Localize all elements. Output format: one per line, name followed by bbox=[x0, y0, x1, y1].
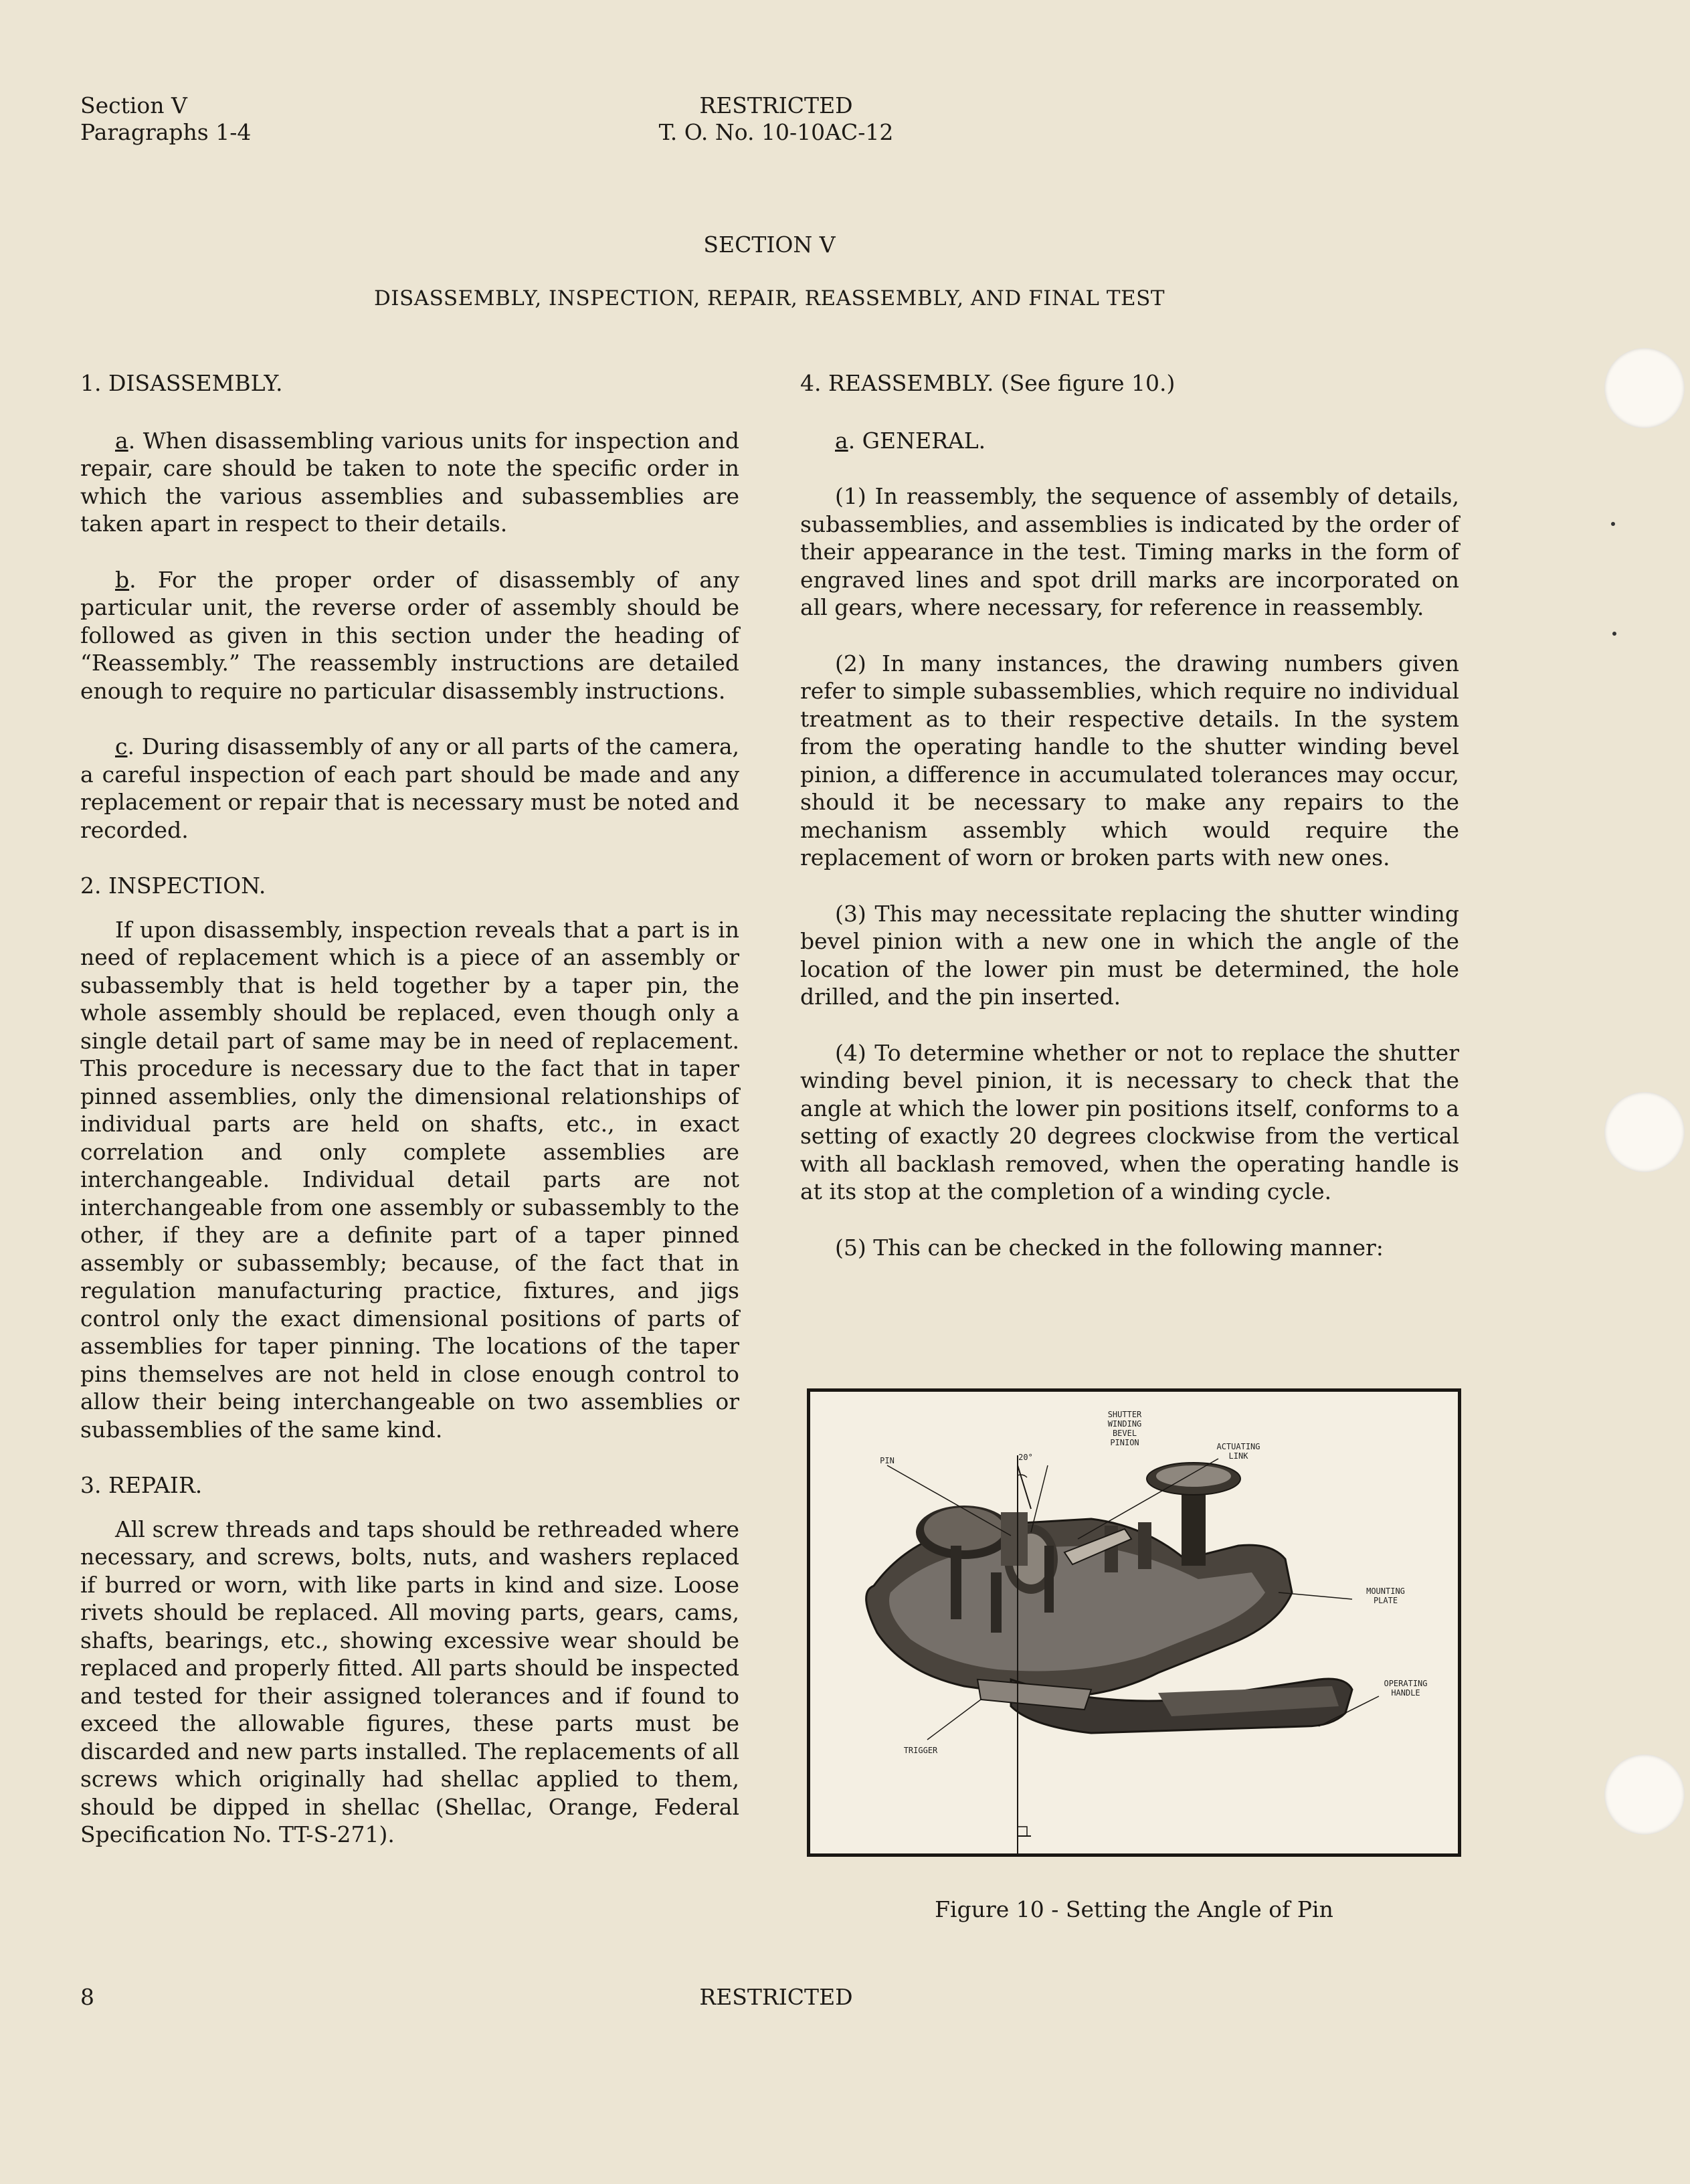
item-letter: c bbox=[115, 733, 128, 759]
paragraph-4a1: (1) In reassembly, the sequence of assembly of details, subassemblies, and assemblies is indicated by the order of their appearance in the test. Timing marks in the form of engraved lines and spot drill marks are incorporated on all gears, where necessary, for reference in reassembly. bbox=[800, 483, 1459, 620]
figure-10-frame bbox=[807, 1388, 1461, 1857]
speck-mark bbox=[1611, 522, 1615, 526]
paragraph-1a bbox=[80, 427, 739, 538]
figure-label-actuating-2: LINK bbox=[1228, 1451, 1248, 1461]
paragraph-text: . During disassembly of any or all parts of the camera, a careful inspection of each part should be made and any replacement or repair that is necessary must be noted and recorded. bbox=[80, 733, 739, 843]
section-title: SECTION V bbox=[703, 232, 836, 258]
paragraph-inspection: If upon disassembly, inspection reveals that a part is in need of replacement which is a piece of an assembly or subassembly that is held together by a taper pin, the whole assembly should be replaced, even though only a single detail part of same may be in need of replacement. This procedure is necessary due to the fact that in taper pinned assemblies, only the dimensional relationships of individual parts are held on shafts, etc., in exact correlation and only complete assemblies are interchangeable. Individual detail parts are not interchangeable from one assembly or subassembly to the other, if they are a definite part of a taper pinned assembly or subassembly; because, of the fact that in regulation manufacturing practice, fixtures, and jigs control only the exact dimensional positions of parts of assemblies for taper pinning. The locations of the taper pins themselves are not held in close enough control to allow their being interchangeable on two assemblies or subassemblies of the same kind. bbox=[80, 916, 739, 1443]
figure-label-actuating-1: ACTUATING bbox=[1216, 1442, 1260, 1451]
paragraph-text: . When disassembling various units for inspection and repair, care should be taken to note the specific order in which the various assemblies and subassemblies are taken apart in respect to their details. bbox=[80, 427, 739, 537]
figure-label-shutter-4: PINION bbox=[1110, 1438, 1139, 1447]
heading-disassembly: 1. DISASSEMBLY. bbox=[80, 370, 283, 396]
figure-caption: Figure 10 - Setting the Angle of Pin bbox=[935, 1896, 1333, 1922]
right-column bbox=[800, 369, 1459, 1289]
header-classification: RESTRICTED bbox=[699, 92, 853, 118]
header-section: Section V bbox=[80, 92, 187, 118]
header-paragraphs: Paragraphs 1-4 bbox=[80, 119, 252, 145]
item-letter: b bbox=[115, 566, 130, 593]
figure-label-operating-2: HANDLE bbox=[1391, 1688, 1420, 1698]
paragraph-4a4: (4) To determine whether or not to replace the shutter winding bevel pinion, it is necessary to check that the angle at which the lower pin positions itself, conforms to a setting of exactly 20 degrees clockwise from the vertical with all backlash removed, when the operating handle is at its stop at the completion of a winding cycle. bbox=[800, 1039, 1459, 1204]
item-letter: a bbox=[115, 427, 128, 454]
figure-label-mounting-2: PLATE bbox=[1373, 1596, 1398, 1605]
binder-hole-top bbox=[1604, 348, 1685, 428]
header-to-number: T. O. No. 10-10AC-12 bbox=[658, 119, 894, 145]
heading-reassembly: 4. REASSEMBLY. (See figure 10.) bbox=[800, 370, 1176, 396]
left-column bbox=[80, 369, 739, 1877]
paragraph-4a2: (2) In many instances, the drawing numbers given refer to simple subassemblies, which require no individual treatment as to their respective details. In the system from the operating handle to the shutter winding bevel pinion, a difference in accumulated tolerances may occur, should it be necessary to make any repairs to the mechanism assembly which would require the replacement of worn or broken parts with new ones. bbox=[800, 650, 1459, 871]
item-letter: a bbox=[835, 427, 848, 454]
paragraph-4a5: (5) This can be checked in the following manner: bbox=[835, 1234, 1384, 1261]
paragraph-1b bbox=[80, 566, 739, 705]
speck-mark bbox=[1612, 632, 1616, 636]
binder-hole-bottom bbox=[1604, 1754, 1685, 1835]
figure-label-angle: 20° bbox=[1018, 1453, 1033, 1462]
binder-hole-middle bbox=[1604, 1092, 1685, 1172]
paragraph-text: . For the proper order of disassembly of any particular unit, the reverse order of assembly should be followed as given in this section under the heading of “Reassembly.” The reassembly instructions are detailed enough to require no particular disassembly instructions. bbox=[80, 566, 739, 704]
figure-label-trigger: TRIGGER bbox=[903, 1746, 938, 1755]
figure-label-shutter-2: WINDING bbox=[1107, 1419, 1142, 1429]
header-left bbox=[80, 92, 251, 146]
figure-label-mounting-1: MOUNTING bbox=[1366, 1586, 1405, 1596]
page-number: 8 bbox=[80, 1984, 94, 2010]
paragraph-4a3: (3) This may necessitate replacing the shutter winding bevel pinion with a new one in which the angle of the location of the lower pin must be determined, the hole drilled, and the pin inserted. bbox=[800, 900, 1459, 1010]
header-center bbox=[508, 92, 1044, 146]
figure-label-operating-1: OPERATING bbox=[1384, 1679, 1428, 1688]
figure-label-shutter-1: SHUTTER bbox=[1107, 1410, 1142, 1419]
heading-repair: 3. REPAIR. bbox=[80, 1472, 203, 1498]
subheading-text: . GENERAL. bbox=[848, 427, 986, 454]
paragraph-repair: All screw threads and taps should be rethreaded where necessary, and screws, bolts, nuts, and washers replaced if burred or worn, with like parts in kind and size. Loose rivets should be replaced. All moving parts, gears, cams, shafts, bearings, etc., showing excessive wear should be replaced and properly fitted. All parts should be inspected and tested for their assigned tolerances and if found to exceed the allowable figures, these parts must be discarded and new parts installed. The replacements of all screws which originally had shellac applied to them, should be dipped in shellac (Shellac, Orange, Federal Specification No. TT-S-271). bbox=[80, 1516, 739, 1847]
figure-10-illustration bbox=[810, 1392, 1458, 1853]
section-subtitle: DISASSEMBLY, INSPECTION, REPAIR, REASSEMBLY, AND FINAL TEST bbox=[373, 286, 1165, 310]
subheading-general bbox=[800, 427, 1459, 455]
footer-classification: RESTRICTED bbox=[699, 1984, 853, 2010]
figure-label-pin: PIN bbox=[880, 1456, 895, 1465]
paragraph-1c bbox=[80, 733, 739, 844]
heading-inspection: 2. INSPECTION. bbox=[80, 873, 266, 899]
figure-label-shutter-3: BEVEL bbox=[1112, 1429, 1137, 1438]
